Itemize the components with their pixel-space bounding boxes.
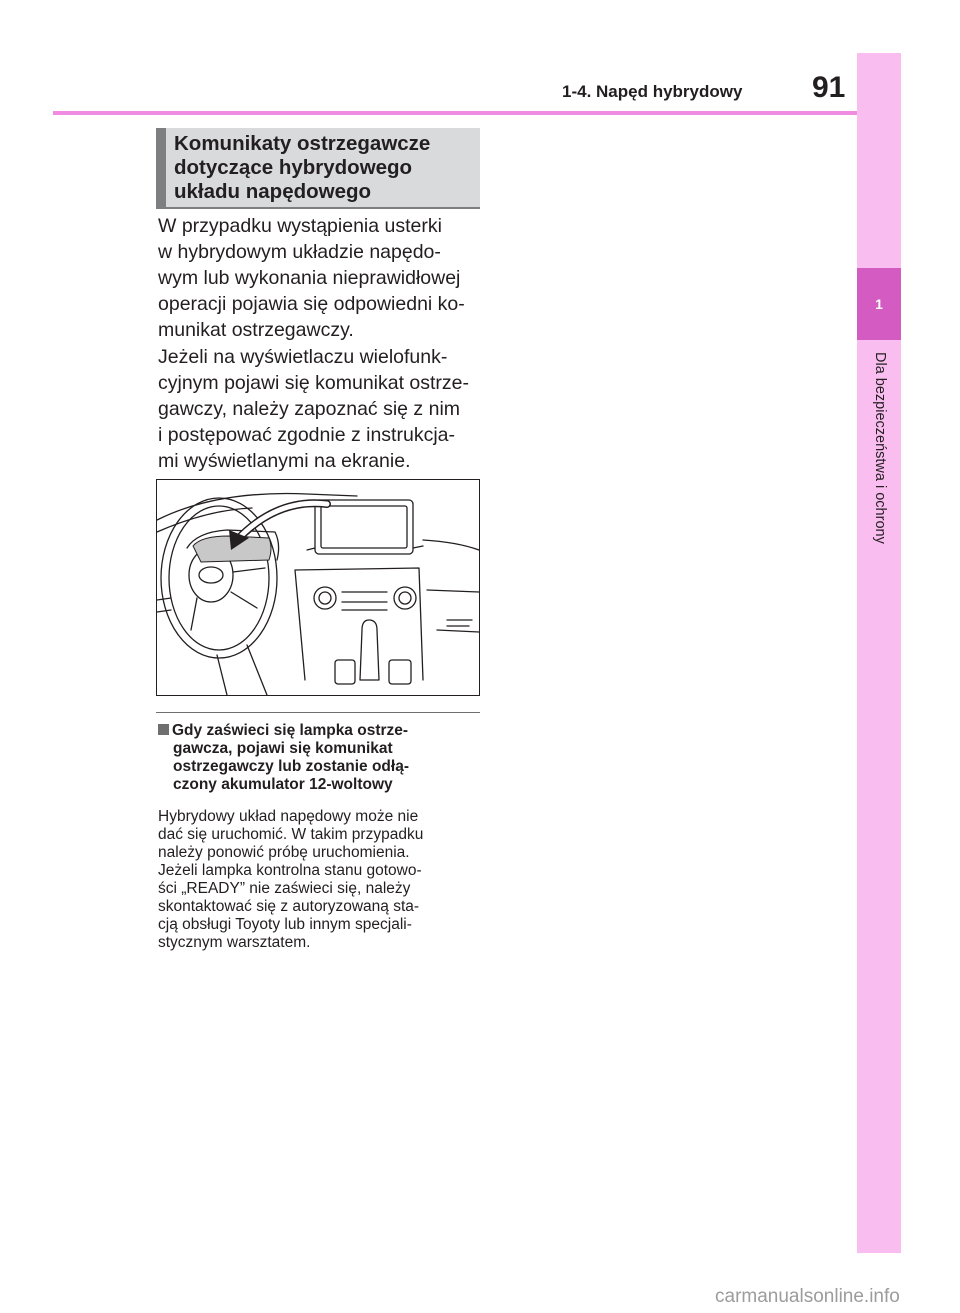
instruction-paragraph bbox=[158, 344, 488, 474]
paragraph-line: Jeżeli na wyświetlaczu wielofunk- bbox=[158, 346, 448, 368]
page-number: 91 bbox=[812, 71, 846, 104]
note-body-line: dać się uruchomić. W takim przypadku bbox=[158, 826, 424, 843]
note-heading-line: czony akumulator 12-woltowy bbox=[173, 776, 393, 793]
section-heading: 1-4. Napęd hybrydowy bbox=[562, 82, 743, 101]
topic-title-line: układu napędowego bbox=[174, 180, 372, 203]
note-body-line: Jeżeli lampka kontrolna stanu gotowo- bbox=[158, 862, 422, 879]
note-heading-line: gawcza, pojawi się komunikat bbox=[173, 740, 393, 757]
note-body-line: cją obsługi Toyoty lub innym specjali- bbox=[158, 916, 412, 933]
note-heading bbox=[158, 722, 480, 794]
note-heading-line: ostrzegawczy lub zostanie odłą- bbox=[173, 758, 409, 775]
note-heading-line: Gdy zaświeci się lampka ostrze- bbox=[172, 722, 409, 739]
paragraph-line: i postępować zgodnie z instrukcja- bbox=[158, 424, 455, 446]
paragraph-line: mi wyświetlanymi na ekranie. bbox=[158, 450, 411, 472]
dashboard-line-art bbox=[157, 480, 479, 695]
note-body-line: skontaktować się z autoryzowaną sta- bbox=[158, 898, 420, 915]
note-divider bbox=[156, 712, 480, 713]
paragraph-line: w hybrydowym układzie napędo- bbox=[158, 241, 441, 263]
title-box-accent-bar bbox=[156, 128, 166, 207]
header-rule bbox=[53, 111, 857, 115]
note-body-line: Hybrydowy układ napędowy może nie bbox=[158, 808, 419, 825]
paragraph-line: cyjnym pojawi się komunikat ostrze- bbox=[158, 372, 470, 394]
chapter-number-tab[interactable]: 1 bbox=[857, 268, 901, 340]
topic-title-line: dotyczące hybrydowego bbox=[174, 156, 413, 179]
chapter-title-text: Dla bezpieczeństwa i ochrony bbox=[872, 352, 888, 544]
watermark[interactable]: carmanualsonline.info bbox=[715, 1286, 900, 1307]
topic-title-box bbox=[156, 128, 480, 209]
paragraph-line: gawczy, należy zapoznać się z nim bbox=[158, 398, 461, 420]
note-body-line: ści „READY” nie zaświeci się, należy bbox=[158, 880, 411, 897]
topic-title bbox=[174, 132, 474, 204]
note-body-line: należy ponowić próbę uruchomienia. bbox=[158, 844, 410, 861]
paragraph-line: munikat ostrzegawczy. bbox=[158, 319, 354, 341]
note-body bbox=[158, 808, 480, 952]
paragraph-line: operacji pojawia się odpowiedni ko- bbox=[158, 293, 465, 315]
dashboard-illustration bbox=[156, 479, 480, 696]
note-heading-first-line bbox=[158, 722, 480, 740]
chapter-sidebar bbox=[857, 53, 901, 1253]
chapter-title-vertical bbox=[872, 352, 899, 612]
paragraph-line: W przypadku wystąpienia usterki bbox=[158, 215, 442, 237]
intro-paragraph bbox=[158, 213, 488, 343]
topic-title-line: Komunikaty ostrzegawcze bbox=[174, 132, 431, 155]
square-bullet-icon bbox=[158, 724, 169, 735]
note-body-line: stycznym warsztatem. bbox=[158, 934, 311, 951]
paragraph-line: wym lub wykonania nieprawidłowej bbox=[158, 267, 461, 289]
